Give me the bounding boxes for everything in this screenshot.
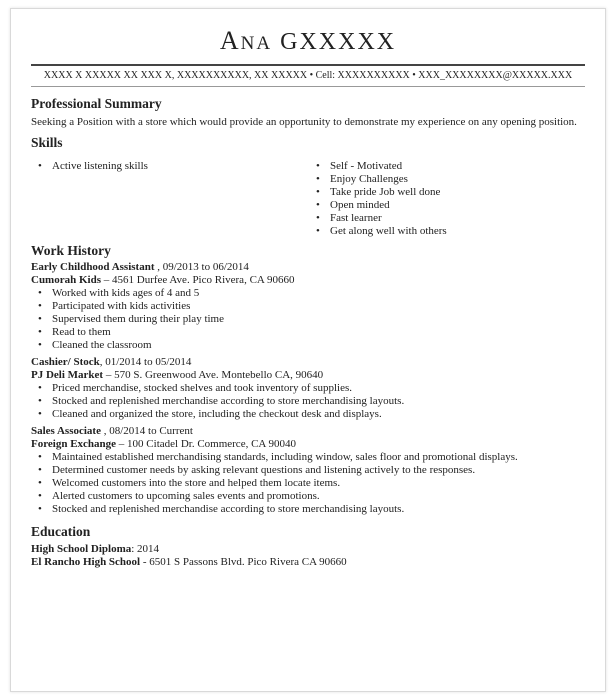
- job-title-line: [31, 261, 586, 274]
- job-entry: [31, 425, 586, 516]
- job-dates: , 01/2014 to 05/2014: [99, 356, 192, 368]
- header-rule-top: [31, 64, 585, 66]
- graduation-year: : 2014: [131, 543, 160, 555]
- job-title: Sales Associate: [31, 425, 101, 437]
- job-location: – 4561 Durfee Ave. Pico Rivera, CA 90660: [101, 274, 295, 286]
- job-company-line: [31, 369, 586, 382]
- school-name: El Rancho High School: [31, 556, 141, 568]
- job-title-line: [31, 425, 586, 438]
- duty-item: • Maintained established merchandising standards, including window, sales floor and promotional displays.: [31, 451, 586, 464]
- skill-item: • Active listening skills: [31, 160, 148, 173]
- job-title: Cashier/ Stock: [31, 356, 100, 368]
- skill-item: • Fast learner: [309, 212, 447, 225]
- name-initial: A: [219, 26, 241, 55]
- job-duties: [31, 451, 586, 516]
- job-dates: , 09/2013 to 06/2014: [154, 261, 249, 273]
- duty-item: • Welcomed customers into the store and helped them locate items.: [31, 477, 586, 490]
- skills-heading: Skills: [31, 135, 63, 150]
- education-degree-line: [31, 543, 586, 556]
- duty-item: • Priced merchandise, stocked shelves and took inventory of supplies.: [31, 382, 586, 395]
- header-rule-bottom: [31, 86, 585, 87]
- contact-line: XXXX X XXXXX XX XXX X, XXXXXXXXXX, XX XXXXX • Cell: XXXXXXXXXX • XXX_XXXXXXXX@XXXXX.XXX: [43, 70, 573, 81]
- job-title-line: [31, 356, 586, 369]
- skill-item: • Get along well with others: [309, 225, 447, 238]
- school-address: - 6501 S Passons Blvd. Pico Rivera CA 90660: [140, 556, 347, 568]
- skills-column-left: [31, 160, 148, 173]
- skills-column-right: [309, 160, 447, 238]
- summary-text: Seeking a Position with a store which would provide an opportunity to demonstrate my experience on any opening position.: [31, 116, 577, 128]
- candidate-name: [0, 26, 616, 56]
- education-school-line: [31, 556, 586, 569]
- job-company-line: [31, 274, 586, 287]
- work-history-heading: Work History: [31, 243, 111, 258]
- duty-item: • Supervised them during their play time: [31, 313, 586, 326]
- job-company: PJ Deli Market: [31, 369, 104, 381]
- name-last: GXXXXX: [280, 29, 397, 55]
- job-title: Early Childhood Assistant: [31, 261, 155, 273]
- duty-item: • Stocked and replenished merchandise according to store merchandising layouts.: [31, 395, 586, 408]
- job-duties: [31, 382, 586, 421]
- job-entry: [31, 356, 586, 421]
- skill-item: • Self - Motivated: [309, 160, 447, 173]
- job-entry: [31, 261, 586, 352]
- job-duties: [31, 287, 586, 352]
- job-location: – 100 Citadel Dr. Commerce, CA 90040: [116, 438, 296, 450]
- duty-item: • Worked with kids ages of 4 and 5: [31, 287, 586, 300]
- duty-item: • Alerted customers to upcoming sales events and promotions.: [31, 490, 586, 503]
- duty-item: • Stocked and replenished merchandise according to store merchandising layouts.: [31, 503, 586, 516]
- duty-item: • Cleaned the classroom: [31, 339, 586, 352]
- skill-item: • Open minded: [309, 199, 447, 212]
- duty-item: • Determined customer needs by asking relevant questions and listening actively to the responses.: [31, 464, 586, 477]
- skill-item: • Enjoy Challenges: [309, 173, 447, 186]
- summary-heading: Professional Summary: [31, 96, 162, 111]
- skills-section: [31, 154, 586, 237]
- job-company-line: [31, 438, 586, 451]
- name-first-rest: NA: [240, 33, 273, 54]
- degree: High School Diploma: [31, 543, 132, 555]
- duty-item: • Cleaned and organized the store, including the checkout desk and displays.: [31, 408, 586, 421]
- job-company: Cumorah Kids: [31, 274, 101, 286]
- job-company: Foreign Exchange: [31, 438, 117, 450]
- education-heading: Education: [31, 524, 91, 539]
- duty-item: • Read to them: [31, 326, 586, 339]
- resume-content: [31, 96, 586, 569]
- skill-item: • Take pride Job well done: [309, 186, 447, 199]
- job-location: – 570 S. Greenwood Ave. Montebello CA, 90640: [103, 369, 324, 381]
- duty-item: • Participated with kids activities: [31, 300, 586, 313]
- job-dates: , 08/2014 to Current: [100, 425, 193, 437]
